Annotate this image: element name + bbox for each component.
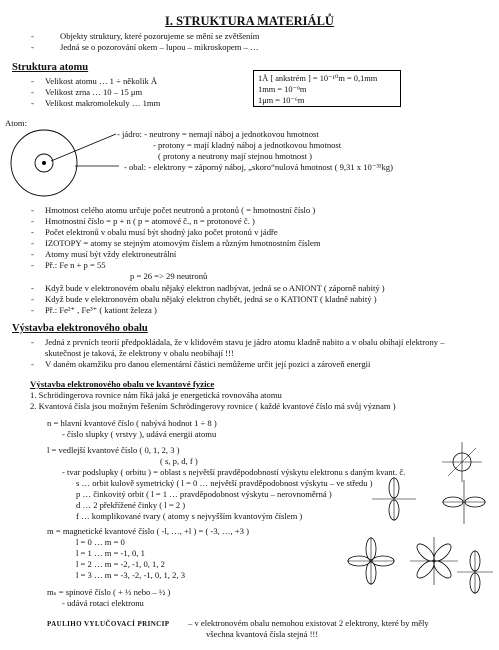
- bullet-dash: -: [31, 294, 34, 304]
- jadro-note: ( protony a neutrony mají stejnou hmotnost ): [158, 151, 312, 161]
- box-line-mm: 1mm = 10⁻⁹m: [258, 85, 307, 94]
- quantum-ms: mₛ = spinové číslo ( + ½ nebo – ½ ): [47, 587, 171, 597]
- m-values-l3: l = 3 … m = -3, -2, -1, 0, 1, 2, 3: [76, 570, 185, 580]
- pauli-principle-label: PAULIHO VYLUČOVACÍ PRINCIP: [47, 620, 170, 628]
- orbital-p-icon: [455, 548, 495, 596]
- bullet-dash: -: [31, 76, 34, 86]
- atom-diagram-icon: [9, 128, 79, 198]
- pauli-principle-text-cont: všechna kvantová čísla stejná !!!: [206, 629, 319, 639]
- size-item-zrno: Velikost zrna … 10 – 15 μm: [45, 87, 143, 97]
- section-heading-struktura-atomu: Struktura atomu: [12, 62, 89, 73]
- atom-list-item: IZOTOPY = atomy se stejným atomovým číslem a různým hmotnostním číslem: [45, 238, 321, 248]
- section-heading-vystavba: Výstavba elektronového obalu: [12, 323, 148, 334]
- bullet-dash: -: [31, 249, 34, 259]
- orbital-s: s … orbit kulově symetrický ( l = 0 … největší pravděpodobnost výskytu – ve středu ): [76, 478, 373, 488]
- jadro-neutrony: - jádro: - neutrony = nemají náboj a jednotkovou hmotnost: [117, 129, 319, 139]
- orbital-f: f … komplikované tvary ( atomy s nejvyšším kvantovým číslem ): [76, 511, 303, 521]
- bullet-dash: -: [31, 87, 34, 97]
- orbital-d-icon: [345, 535, 397, 587]
- bullet-dash: -: [31, 31, 34, 41]
- atom-list-item: Hmotnost celého atomu určuje počet neutronů a protonů ( = hmotnostní číslo ): [45, 205, 316, 215]
- orbital-p-icon: [370, 475, 418, 523]
- quantum-ms-desc: - udává rotaci elektronu: [62, 598, 144, 608]
- atom-list-item: Když bude v elektronovém obalu nějaký elektron nadbývat, jedná se o ANIONT ( záporně nabitý ): [45, 283, 385, 293]
- quantum-l-desc: - tvar podslupky ( orbitu ) = oblast s největší pravděpodobností výskytu elektronu s daným kvant. č.: [62, 467, 406, 477]
- size-item-makromolekula: Velikost makromolekuly … 1mm: [45, 98, 161, 108]
- example-fe-line2: p = 26 => 29 neutronů: [130, 271, 208, 281]
- numbered-item-1: 1. Schrödingerova rovnice nám říká jaká je energetická rovnováha atomu: [30, 390, 282, 400]
- example-kationt: Př.: Fe²⁺ , Fe³⁺ ( kationt železa ): [45, 305, 157, 315]
- intro-line-2: Jedná se o pozorování okem – lupou – mikroskopem – …: [60, 42, 259, 52]
- orbital-p-icon: [440, 478, 488, 526]
- vystavba-item: V daném okamžiku pro danou elementární částici nemůžeme určit její pozici a zároveň energii: [45, 359, 371, 369]
- m-values-l1: l = 1 … m = -1, 0, 1: [76, 548, 145, 558]
- vystavba-item-cont: skutečnost je taková, že elektrony v obalu neobíhají !!!: [45, 348, 234, 358]
- jadro-protony: - protony = mají kladný náboj a jednotkovou hmotnost: [153, 140, 342, 150]
- atom-list-item: Hmotnostní číslo = p + n ( p = atomové č., n = protonové č. ): [45, 216, 255, 226]
- bullet-dash: -: [31, 337, 34, 347]
- bullet-dash: -: [31, 227, 34, 237]
- bullet-dash: -: [31, 238, 34, 248]
- quantum-n: n = hlavní kvantové číslo ( nabývá hodnot 1 ÷ 8 ): [47, 418, 217, 428]
- atom-list-item: Počet elektronů v obalu musí být shodný jako počet protonů v jádře: [45, 227, 278, 237]
- m-values-l0: l = 0 … m = 0: [76, 537, 125, 547]
- m-values-l2: l = 2 … m = -2, -1, 0, 1, 2: [76, 559, 165, 569]
- bullet-dash: -: [31, 283, 34, 293]
- atom-label: Atom:: [5, 118, 27, 128]
- page-title: I. STRUKTURA MATERIÁLŮ: [165, 14, 334, 28]
- example-fe: Př.: Fe n + p = 55: [45, 260, 106, 270]
- orbital-p: p … činkovitý orbit ( l = 1 … pravděpodobnost výskytu – nerovnoměrná ): [76, 489, 332, 499]
- bullet-dash: -: [31, 305, 34, 315]
- quantum-n-desc: - číslo slupky ( vrstvy ), udává energii atomu: [62, 429, 217, 439]
- vystavba-item: Jedná z prvních teorií předpokládala, že v klidovém stavu je jádro atomu kladně nabito a v obalu obíhají elektrony –: [45, 337, 445, 347]
- atom-list-item: Když bude v elektronovém obalu nějaký elektron chybět, jedná se o KATIONT ( kladně nabitý ): [45, 294, 377, 304]
- bullet-dash: -: [31, 359, 34, 369]
- bullet-dash: -: [31, 216, 34, 226]
- bullet-dash: -: [31, 205, 34, 215]
- quantum-l-letters: ( s, p, d, f ): [160, 456, 198, 466]
- orbital-d-icon: [408, 535, 460, 587]
- quantum-l: l = vedlejší kvantové číslo ( 0, 1, 2, 3 ): [47, 445, 180, 455]
- section-heading-kvantova-fyzika: Výstavba elektronového obalu ve kvantové fyzice: [30, 379, 215, 389]
- numbered-item-2: 2. Kvantová čísla jsou možným řešením Schrödingerovy rovnice ( každé kvantové číslo má svůj význam ): [30, 401, 396, 411]
- pauli-principle-text: – v elektronovém obalu nemohou existovat 2 elektrony, které by měly: [188, 618, 429, 628]
- box-line-um: 1μm = 10⁻⁶m: [258, 96, 305, 105]
- box-line-angstrom: 1Å [ ankstrém ] = 10⁻¹⁰m = 0,1mm: [258, 74, 378, 83]
- quantum-m: m = magnetické kvantové číslo ( -l, …, +l ) = ( -3, …, +3 ): [47, 526, 249, 536]
- unit-conversion-box: [253, 70, 401, 107]
- obal-elektrony: - obal: - elektrony = záporný náboj, „skoro“nulová hmotnost ( 9,31 x 10⁻³¹kg): [124, 162, 393, 172]
- bullet-dash: -: [31, 98, 34, 108]
- intro-line-1: Objekty struktury, které pozorujeme se mění se zvětšením: [60, 31, 260, 41]
- bullet-dash: -: [31, 42, 34, 52]
- bullet-dash: -: [31, 260, 34, 270]
- size-item-atom: Velikost atomu … 1 ÷ několik Å: [45, 76, 158, 86]
- orbital-d: d … 2 překřížené činky ( l = 2 ): [76, 500, 186, 510]
- atom-list-item: Atomy musí být vždy elektroneutrální: [45, 249, 177, 259]
